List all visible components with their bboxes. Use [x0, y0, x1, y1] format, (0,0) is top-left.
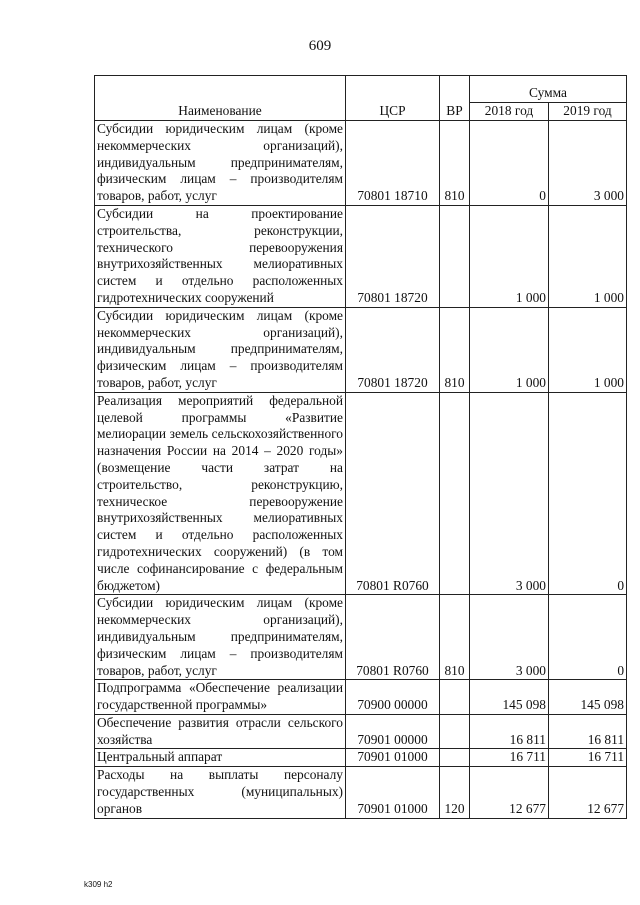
row-vr — [440, 714, 470, 749]
row-csr: 70900 00000 — [346, 680, 440, 715]
row-csr: 70801 R0760 — [346, 392, 440, 595]
column-header-sum: Сумма — [470, 76, 627, 103]
row-sum-2018: 145 098 — [470, 680, 549, 715]
row-sum-2018: 3 000 — [470, 392, 549, 595]
page-number: 609 — [308, 38, 332, 54]
row-sum-2018: 16 811 — [470, 714, 549, 749]
row-name: Обеспечение развития отрасли сельского хозяйства — [95, 714, 346, 749]
row-csr: 70901 00000 — [346, 714, 440, 749]
table-row — [95, 392, 627, 595]
row-sum-2019: 12 677 — [549, 767, 627, 818]
row-sum-2019: 16 711 — [549, 749, 627, 767]
row-vr: 810 — [440, 121, 470, 206]
column-header-csr: ЦСР — [346, 76, 440, 121]
table-row — [95, 121, 627, 206]
row-sum-2019: 0 — [549, 595, 627, 680]
table-row — [95, 595, 627, 680]
row-name: Субсидии юридическим лицам (кроме некоммерческих организаций), индивидуальным предпринимателям, физическим лицам – производителям товаров, работ, услуг — [95, 307, 346, 392]
row-sum-2018: 3 000 — [470, 595, 549, 680]
footer-code: k309 h2 — [84, 880, 113, 889]
row-csr: 70801 18710 — [346, 121, 440, 206]
row-vr — [440, 680, 470, 715]
row-name: Реализация мероприятий федеральной целевой программы «Развитие мелиорации земель сельскохозяйственного назначения России на 2014 – 2020 годы» (возмещение части затрат на строительство, реконструкцию, техническое перевооружение внутрихозяйственных мелиоративных систем и отдельно расположенных гидротехнических сооружений) (в том числе софинансирование с федеральным бюджетом) — [95, 392, 346, 595]
row-sum-2018: 16 711 — [470, 749, 549, 767]
row-csr: 70901 01000 — [346, 749, 440, 767]
table-row — [95, 307, 627, 392]
row-name: Подпрограмма «Обеспечение реализации государственной программы» — [95, 680, 346, 715]
table-row — [95, 749, 627, 767]
row-csr: 70801 18720 — [346, 205, 440, 307]
row-name: Центральный аппарат — [95, 749, 346, 767]
row-vr — [440, 205, 470, 307]
column-header-name: Наименование — [95, 76, 346, 121]
row-sum-2019: 1 000 — [549, 307, 627, 392]
table-row — [95, 205, 627, 307]
row-name: Субсидии на проектирование строительства, реконструкции, технического перевооружения внутрихозяйственных мелиоративных систем и отдельно расположенных гидротехнических сооружений — [95, 205, 346, 307]
row-csr: 70901 01000 — [346, 767, 440, 818]
row-sum-2019: 3 000 — [549, 121, 627, 206]
row-sum-2019: 0 — [549, 392, 627, 595]
header-row — [95, 76, 627, 103]
budget-table — [94, 75, 627, 819]
row-sum-2018: 1 000 — [470, 205, 549, 307]
column-header-vr: ВР — [440, 76, 470, 121]
row-vr: 120 — [440, 767, 470, 818]
table-row — [95, 767, 627, 818]
row-vr: 810 — [440, 307, 470, 392]
row-sum-2018: 1 000 — [470, 307, 549, 392]
row-name: Расходы на выплаты персоналу государственных (муниципальных) органов — [95, 767, 346, 818]
row-csr: 70801 18720 — [346, 307, 440, 392]
row-sum-2019: 1 000 — [549, 205, 627, 307]
row-sum-2019: 16 811 — [549, 714, 627, 749]
row-vr — [440, 749, 470, 767]
row-csr: 70801 R0760 — [346, 595, 440, 680]
row-name: Субсидии юридическим лицам (кроме некоммерческих организаций), индивидуальным предпринимателям, физическим лицам – производителям товаров, работ, услуг — [95, 121, 346, 206]
row-sum-2018: 12 677 — [470, 767, 549, 818]
row-sum-2019: 145 098 — [549, 680, 627, 715]
row-name: Субсидии юридическим лицам (кроме некоммерческих организаций), индивидуальным предпринимателям, физическим лицам – производителям товаров, работ, услуг — [95, 595, 346, 680]
table-row — [95, 680, 627, 715]
column-header-2018: 2018 год — [470, 103, 549, 121]
row-vr — [440, 392, 470, 595]
table-row — [95, 714, 627, 749]
row-vr: 810 — [440, 595, 470, 680]
row-sum-2018: 0 — [470, 121, 549, 206]
column-header-2019: 2019 год — [549, 103, 627, 121]
